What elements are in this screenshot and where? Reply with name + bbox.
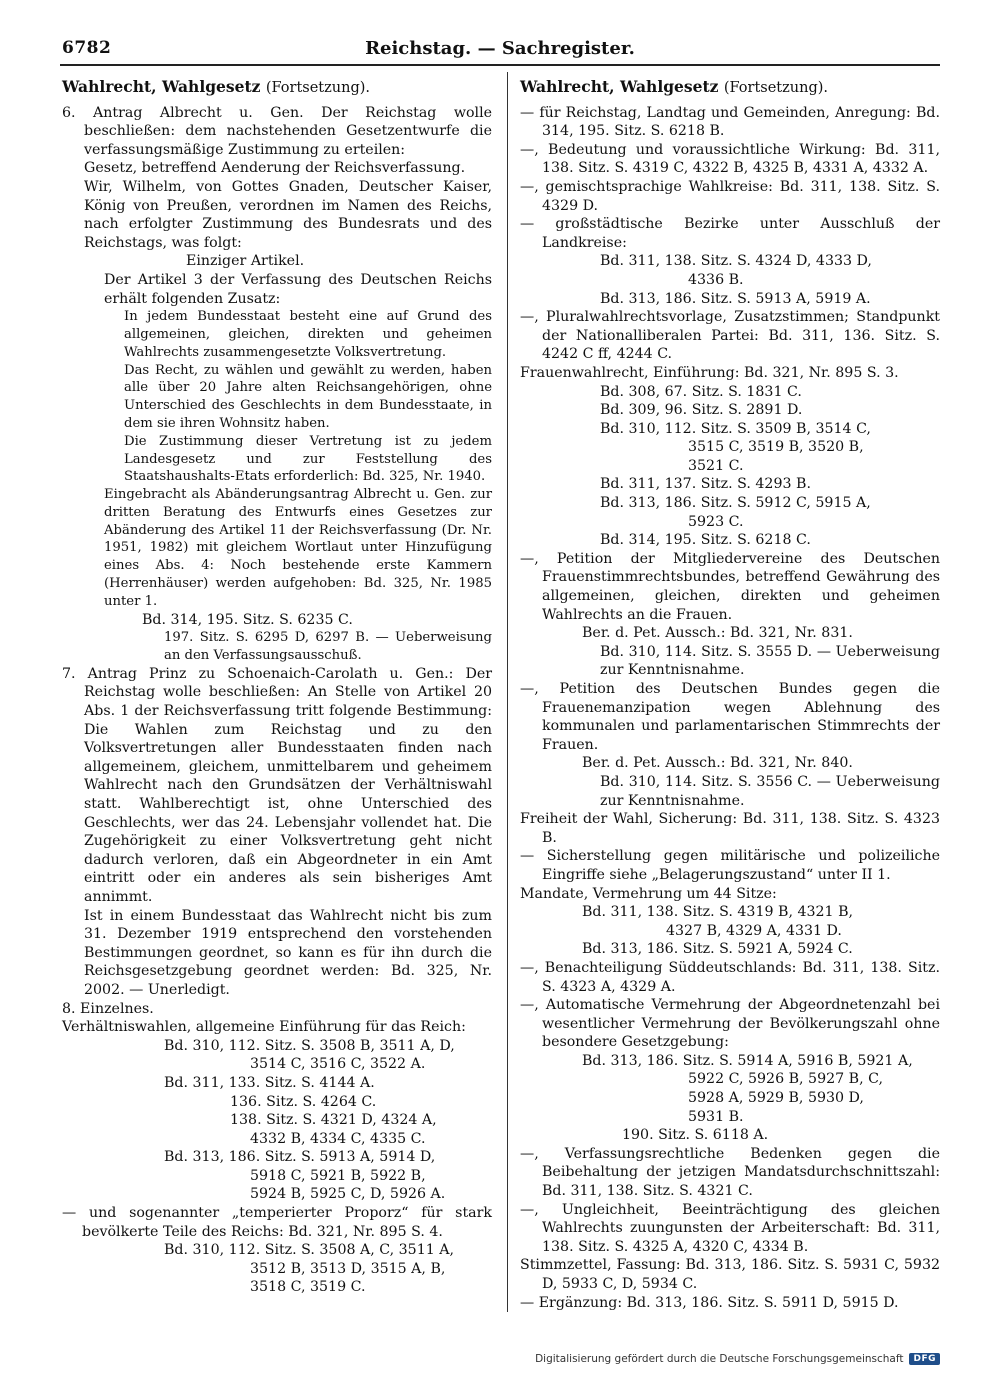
index-entry: 5924 B, 5925 C, D, 5926 A. xyxy=(250,1186,446,1203)
index-entry: Bd. 313, 186. Sitz. S. 5921 A, 5924 C. xyxy=(582,941,853,958)
index-entry: 5923 C. xyxy=(688,513,744,530)
index-entry: Mandate, Vermehrung um 44 Sitze: xyxy=(520,885,777,902)
index-entry: In jedem Bundesstaat besteht eine auf Grund des allgemeinen, gleichen, direkten und geheimen Wahlrechts zusammengesetzte Volksvertretung. xyxy=(124,309,492,360)
index-entry: Einziger Artikel. xyxy=(186,253,305,270)
dfg-logo-icon: DFG xyxy=(909,1353,940,1365)
index-entry: 6. Antrag Albrecht u. Gen. Der Reichstag wolle beschließen: dem nachstehenden Gesetzentwurfe die verfassungsmäßige Zustimmung zu erteilen: xyxy=(62,104,492,158)
index-entry: 3518 C, 3519 C. xyxy=(250,1279,366,1296)
index-entry: Eingebracht als Abänderungsantrag Albrecht u. Gen. zur dritten Beratung des Entwurfs eines Gesetzes zur Abänderung des Artikel 11 der Reichsverfassung (Dr. Nr. 1951, 1982) mit gleichem Wortlaut unter Hinzufügung eines Abs. 4: Noch bestehende erste Kammern (Herrenhäuser) werden aufgehoben: Bd. 325, Nr. 1985 unter 1. xyxy=(104,487,492,609)
heading-continuation: (Fortsetzung). xyxy=(723,80,829,96)
index-entry: Bd. 310, 112. Sitz. S. 3508 A, C, 3511 A, xyxy=(164,1242,455,1259)
index-entry: Bd. 311, 138. Sitz. S. 4319 B, 4321 B, xyxy=(582,904,854,921)
index-entry: —, Benachteiligung Süddeutschlands: Bd. 311, 138. Sitz. S. 4323 A, 4329 A. xyxy=(520,959,940,995)
index-entry: 136. Sitz. S. 4264 C. xyxy=(230,1093,377,1110)
index-entry: Freiheit der Wahl, Sicherung: Bd. 311, 138. Sitz. S. 4323 B. xyxy=(520,811,940,846)
index-entry: 3515 C, 3519 B, 3520 B, xyxy=(688,439,864,456)
index-entry: Ist in einem Bundesstaat das Wahlrecht nicht bis zum 31. Dezember 1919 entsprechend den vorstehenden Bestimmungen geordnet, so kann es für ihn durch die Reichsgesetzgebung geordnet werden: Bd. 325, Nr. 2002. — Unerledigt. xyxy=(84,907,492,998)
index-entry: Die Zustimmung dieser Vertretung ist zu jedem Landesgesetz und zur Feststellung des Staatshaushalts-Etats erforderlich: Bd. 325, Nr. 1940. xyxy=(124,433,492,485)
index-entry: Verhältniswahlen, allgemeine Einführung für das Reich: xyxy=(62,1019,466,1036)
index-entry: Bd. 311, 137. Sitz. S. 4293 B. xyxy=(600,476,811,493)
index-entry: — Ergänzung: Bd. 313, 186. Sitz. S. 5911 D, 5915 D. xyxy=(520,1294,899,1311)
index-entry: 138. Sitz. S. 4321 D, 4324 A, xyxy=(230,1112,437,1129)
index-entry: Bd. 310, 114. Sitz. S. 3555 D. — Ueberweisung zur Kenntnisnahme. xyxy=(600,643,940,679)
index-entry: — Sicherstellung gegen militärische und polizeiliche Eingriffe siehe „Belagerungszustand“ unter II 1. xyxy=(520,848,940,883)
funding-note: Digitalisierung gefördert durch die Deutsche Forschungsgemeinschaft xyxy=(535,1353,904,1365)
index-entry: Das Recht, zu wählen und gewählt zu werden, haben alle über 20 Jahre alten Reichsangehörigen, ohne Unterschied des Geschlechts in dem Bundesstaate, in dem sie ihren Wohnsitz haben. xyxy=(124,362,492,431)
index-entry: Bd. 313, 186. Sitz. S. 5914 A, 5916 B, 5921 A, xyxy=(582,1052,913,1069)
section-heading xyxy=(62,78,492,98)
section-heading xyxy=(520,78,940,98)
header-rule xyxy=(60,64,940,66)
index-entry: Bd. 313, 186. Sitz. S. 5913 A, 5914 D, xyxy=(164,1149,436,1166)
index-entry: —, Petition des Deutschen Bundes gegen die Frauenemanzipation wegen Ablehnung des kommunalen und parlamentarischen Stimmrechts der Frauen. xyxy=(520,681,940,753)
running-head: Reichstag. — Sachregister. xyxy=(365,38,635,59)
index-entry: — für Reichstag, Landtag und Gemeinden, Anregung: Bd. 314, 195. Sitz. S. 6218 B. xyxy=(520,104,940,140)
index-entry: Bd. 311, 138. Sitz. S. 4324 D, 4333 D, xyxy=(600,253,872,270)
index-entry: Ber. d. Pet. Aussch.: Bd. 321, Nr. 831. xyxy=(582,625,853,642)
index-entry: 3521 C. xyxy=(688,457,744,474)
index-entry: Bd. 308, 67. Sitz. S. 1831 C. xyxy=(600,383,802,400)
left-column xyxy=(62,78,492,1297)
index-entry: 197. Sitz. S. 6295 D, 6297 B. — Ueberweisung an den Verfassungsausschuß. xyxy=(164,630,492,664)
index-entry: Bd. 313, 186. Sitz. S. 5913 A, 5919 A. xyxy=(600,290,871,307)
index-entry: Wir, Wilhelm, von Gottes Gnaden, Deutscher Kaiser, König von Preußen, verordnen im Namen des Reichs, nach erfolgter Zustimmung des Bundesrats und des Reichstags, was folgt: xyxy=(84,178,492,251)
right-column xyxy=(520,78,940,1312)
index-entry: 190. Sitz. S. 6118 A. xyxy=(622,1127,769,1144)
index-entry: —, Bedeutung und voraussichtliche Wirkung: Bd. 311, 138. Sitz. S. 4319 C, 4322 B, 4325 B, 4331 A, 4332 A. xyxy=(520,141,940,177)
index-entry: —, Verfassungsrechtliche Bedenken gegen die Beibehaltung der jetzigen Mandatsdurchschnittszahl: Bd. 311, 138. Sitz. S. 4321 C. xyxy=(520,1145,940,1200)
index-entry: Der Artikel 3 der Verfassung des Deutschen Reichs erhält folgenden Zusatz: xyxy=(104,271,492,307)
heading-title: Wahlrecht, Wahlgesetz xyxy=(520,77,719,96)
index-entry: Bd. 310, 112. Sitz. S. 3509 B, 3514 C, xyxy=(600,420,871,437)
index-entry: Bd. 310, 112. Sitz. S. 3508 B, 3511 A, D, xyxy=(164,1037,455,1054)
index-entry: Bd. 314, 195. Sitz. S. 6218 C. xyxy=(600,532,811,549)
index-entry: 3512 B, 3513 D, 3515 A, B, xyxy=(250,1260,446,1277)
page-number: 6782 xyxy=(62,38,112,58)
index-entry: Stimmzettel, Fassung: Bd. 313, 186. Sitz. S. 5931 C, 5932 D, 5933 C, D, 5934 C. xyxy=(520,1257,940,1292)
index-entry: —, Automatische Vermehrung der Abgeordnetenzahl bei wesentlicher Vermehrung der Bevölkerungszahl ohne besondere Gesetzgebung: xyxy=(520,997,940,1051)
index-entry: Bd. 314, 195. Sitz. S. 6235 C. xyxy=(142,611,353,628)
index-entry: 5918 C, 5921 B, 5922 B, xyxy=(250,1167,426,1184)
index-entry: —, Petition der Mitgliedervereine des Deutschen Frauenstimmrechtsbundes, betreffend Gewährung des allgemeinen, gleichen, direkten und geheimen Wahlrechts an die Frauen. xyxy=(520,550,940,623)
index-entry: 7. Antrag Prinz zu Schoenaich-Carolath u. Gen.: Der Reichstag wolle beschließen: An Stelle von Artikel 20 Abs. 1 der Reichsverfassung tritt folgende Bestimmung: Die Wahlen zum Reichstag und zu den Volksvertretungen aller Bundesstaaten finden nach allgemeinem, gleichem, unmittelbarem und geheimem Wahlrecht nach den Grundsätzen der Verhältniswahl statt. Wahlberechtigt ist, ohne Unterschied des Geschlechts, wer das 24. Lebensjahr vollendet hat. Die Zugehörigkeit zu einer Volksvertretung geht nicht dadurch verloren, daß ein Abgeordneter in ein Amt eintritt oder ein anderes als sein bisheriges Amt annimmt. xyxy=(62,665,492,905)
index-entry: Gesetz, betreffend Aenderung der Reichsverfassung. xyxy=(84,160,466,177)
index-entry: 4332 B, 4334 C, 4335 C. xyxy=(250,1130,426,1147)
column-divider xyxy=(507,72,508,1312)
index-entry: 5928 A, 5929 B, 5930 D, xyxy=(688,1090,864,1107)
footer xyxy=(535,1353,940,1365)
index-entry: —, Ungleichheit, Beeinträchtigung des gleichen Wahlrechts zuungunsten der Arbeiterschaft: Bd. 311, 138. Sitz. S. 4325 A, 4320 C, 4334 B. xyxy=(520,1201,940,1255)
index-entry: 8. Einzelnes. xyxy=(62,1000,154,1017)
index-entry: —, gemischtsprachige Wahlkreise: Bd. 311, 138. Sitz. S. 4329 D. xyxy=(520,178,940,214)
heading-continuation: (Fortsetzung). xyxy=(265,80,371,96)
index-entry: Frauenwahlrecht, Einführung: Bd. 321, Nr. 895 S. 3. xyxy=(520,364,899,381)
index-entry: 4327 B, 4329 A, 4331 D. xyxy=(666,922,842,939)
index-entry: Bd. 309, 96. Sitz. S. 2891 D. xyxy=(600,402,803,419)
index-entry: — großstädtische Bezirke unter Ausschluß der Landkreise: xyxy=(520,216,940,251)
index-entry: 5931 B. xyxy=(688,1108,744,1125)
index-entry: Bd. 310, 114. Sitz. S. 3556 C. — Ueberweisung zur Kenntnisnahme. xyxy=(600,773,940,809)
index-entry: 3514 C, 3516 C, 3522 A. xyxy=(250,1056,426,1073)
index-entry: — und sogenannter „temperierter Proporz“ für stark bevölkerte Teile des Reichs: Bd. 321, Nr. 895 S. 4. xyxy=(62,1205,492,1240)
index-entry: —, Pluralwahlrechtsvorlage, Zusatzstimmen; Standpunkt der Nationalliberalen Partei: Bd. 311, 136. Sitz. S. 4242 C ff, 4244 C. xyxy=(520,309,940,363)
index-entry: Ber. d. Pet. Aussch.: Bd. 321, Nr. 840. xyxy=(582,755,853,772)
index-entry: Bd. 311, 133. Sitz. S. 4144 A. xyxy=(164,1074,375,1091)
heading-title: Wahlrecht, Wahlgesetz xyxy=(62,77,261,96)
index-entry: Bd. 313, 186. Sitz. S. 5912 C, 5915 A, xyxy=(600,495,871,512)
index-entry: 4336 B. xyxy=(688,271,744,288)
index-entry: 5922 C, 5926 B, 5927 B, C, xyxy=(688,1071,883,1088)
